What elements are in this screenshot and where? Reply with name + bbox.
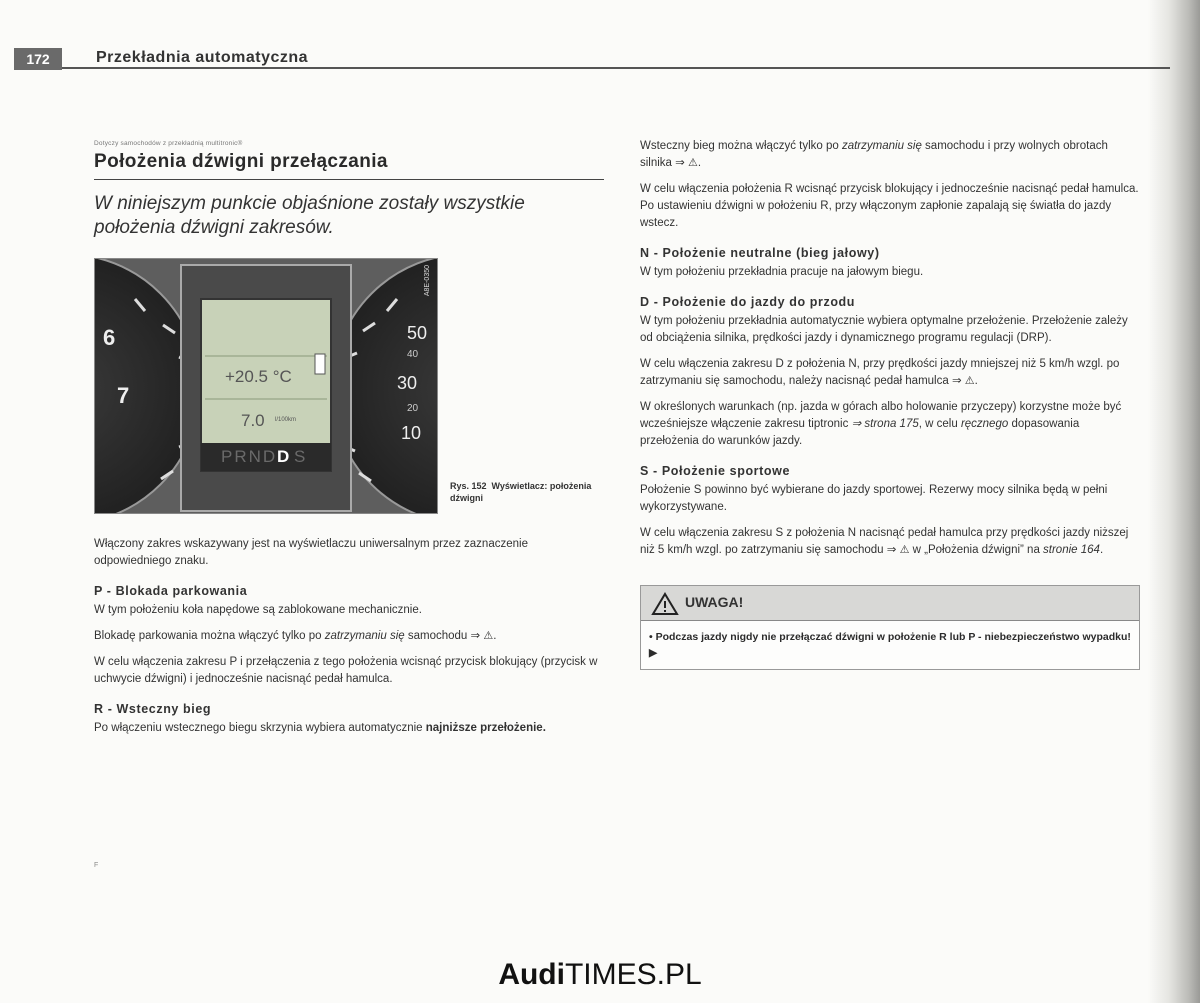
p-heading: P - Blokada parkowania xyxy=(94,584,248,598)
p-text-2: Blokadę parkowania można włączyć tylko po zatrzymaniu się samochodu ⇒ ⚠. xyxy=(94,630,497,642)
display-gears xyxy=(221,447,277,467)
d-text-3-a: W określonych warunkach (np. jazda w górach albo holowanie przyczepy) korzystne może być wcześniejsze włączenie zakresu tiptronic xyxy=(640,401,1122,430)
n-heading: N - Położenie neutralne (bieg jałowy) xyxy=(640,246,880,260)
warning-triangle-icon[interactable]: ⚠ xyxy=(899,544,910,556)
figure-code: A8E-0350 xyxy=(424,265,431,297)
applicability-note: Dotyczy samochodów z przekładnią multitronic® xyxy=(94,140,243,147)
r-text-2: W celu włączenia położenia R wcisnąć przycisk blokujący i jednocześnie nacisnąć pedał hamulca. Po ustawieniu dźwigni w położeniu R, przy włączonym zapłonie zapalają się światła do jazdy wstecz. xyxy=(640,183,1139,229)
warning-triangle-icon[interactable]: ⚠ xyxy=(483,630,494,642)
r-heading: R - Wsteczny bieg xyxy=(94,702,212,716)
d-heading: D - Położenie do jazdy do przodu xyxy=(640,295,856,309)
speedo-label-20: 20 xyxy=(407,403,419,414)
chapter-title: Przekładnia automatyczna xyxy=(96,49,309,66)
d-text-3-e: dopasowania przełożenia do warunków jazdy. xyxy=(640,418,1080,447)
tacho-label-6: 6 xyxy=(103,325,116,350)
display-consumption: 7.0 xyxy=(241,411,265,430)
page-edge-shadow xyxy=(1148,0,1200,1003)
right-column xyxy=(640,138,1140,670)
warning-text: • Podczas jazdy nigdy nie przełączać dźwigni w położenie R lub P - niebezpieczeństwo wypadku! ▶ xyxy=(641,621,1139,669)
d-text-2-main: W celu włączenia zakresu D z położenia N, przy prędkości jazdy mniejszej niż 5 km/h wzgl. po zatrzymaniu się samochodu, należy nacisnąć pedał hamulca ⇒ xyxy=(640,358,1120,387)
r-text xyxy=(94,720,604,737)
warning-triangle-icon[interactable]: ⚠ xyxy=(687,157,698,169)
caption-text: Wyświetlacz: położenia dźwigni xyxy=(450,481,592,503)
warning-title: UWAGA! xyxy=(685,594,744,610)
r-cont-b: zatrzymaniu się xyxy=(841,140,922,152)
speedo-label-10: 10 xyxy=(401,423,422,443)
s-text-2 xyxy=(640,525,1140,559)
p-text-3: W celu włączenia zakresu P i przełączenia z tego położenia wcisnąć przycisk blokujący (przycisk w uchwycie dźwigni) i jednocześnie nacisnąć pedał hamulca. xyxy=(94,656,598,685)
display-suffix: S xyxy=(294,447,306,466)
s-text-2-a: W celu włączenia zakresu S z położenia N nacisnąć pedał hamulca przy prędkości jazdy niższej niż 5 km/h wzgl. po zatrzymaniu się samochodu ⇒ xyxy=(640,527,1129,556)
p-text-2-c: samochodu ⇒ xyxy=(404,630,484,642)
speedo-label-40: 40 xyxy=(407,349,419,360)
selected-gear: D xyxy=(277,447,290,466)
speedo-label-50: 50 xyxy=(407,323,428,343)
s-text-2-link[interactable]: stronie 164 xyxy=(1043,544,1100,556)
page-number: 172 xyxy=(14,48,62,70)
p-text-1: W tym położeniu koła napędowe są zablokowane mechanicznie. xyxy=(94,604,422,616)
display-temperature: +20.5 °C xyxy=(225,367,292,386)
n-text: W tym położeniu przekładnia pracuje na jałowym biegu. xyxy=(640,266,924,278)
warning-triangle-icon[interactable]: ⚠ xyxy=(964,375,975,387)
s-text-2-d: . xyxy=(1099,544,1104,556)
caption-number: Rys. 152 xyxy=(450,481,487,491)
r-cont-c: samochodu i przy wolnych obrotach silnika ⇒ xyxy=(640,140,1108,169)
speedo-label-30: 30 xyxy=(397,373,418,393)
figure xyxy=(94,258,604,514)
d-text-3-link[interactable]: ⇒ strona 175 xyxy=(851,418,919,430)
site-brand xyxy=(0,958,1200,992)
footer-mark: F xyxy=(94,862,99,869)
gear-list: PRND xyxy=(221,447,278,466)
figure-caption xyxy=(450,480,600,504)
warning-box xyxy=(640,585,1140,670)
warning-triangle-icon xyxy=(651,592,679,616)
r-text-b: najniższe przełożenie. xyxy=(425,722,546,734)
s-heading: S - Położenie sportowe xyxy=(640,464,791,478)
d-text-3-c: , w celu xyxy=(918,418,961,430)
s-text-1: Położenie S powinno być wybierane do jazdy sportowej. Rezerwy mocy silnika będą w pełni wykorzystywane. xyxy=(640,484,1108,513)
r-cont-a: Wsteczny bieg można włączyć tylko po xyxy=(640,140,842,152)
d-text-3 xyxy=(640,399,1140,450)
tacho-label-7: 7 xyxy=(117,383,130,408)
p-text-2-a: Blokadę parkowania można włączyć tylko po xyxy=(94,630,325,642)
left-column xyxy=(94,130,604,746)
left-body xyxy=(94,536,604,737)
warning-box-header xyxy=(641,586,1139,621)
p-text-2-b: zatrzymaniu się xyxy=(324,630,405,642)
d-text-3-d: ręcznego xyxy=(960,418,1009,430)
brand-bold: Audi xyxy=(498,958,565,991)
r-continued: Wsteczny bieg można włączyć tylko po zatrzymaniu się samochodu i przy wolnych obrotach silnika ⇒ ⚠. xyxy=(640,140,1108,169)
display-consumption-unit: l/100km xyxy=(275,417,297,423)
d-text-2: W celu włączenia zakresu D z położenia N, przy prędkości jazdy mniejszej niż 5 km/h wzgl. po zatrzymaniu się samochodu, należy nacisnąć pedał hamulca ⇒ ⚠. xyxy=(640,358,1120,387)
range-display-text: Włączony zakres wskazywany jest na wyświetlaczu uniwersalnym przez zaznaczenie odpowiedniego znaku. xyxy=(94,538,528,567)
intro-text: W niniejszym punkcie objaśnione zostały wszystkie położenia dźwigni zakresów. xyxy=(94,193,525,238)
r-text-a: Po włączeniu wstecznego biegu skrzynia wybiera automatycznie xyxy=(94,722,426,734)
s-text-2-b: w „Położenia dźwigni” na xyxy=(909,544,1044,556)
brand-rest: TIMES.PL xyxy=(564,958,702,991)
d-text-1: W tym położeniu przekładnia automatycznie wybiera optymalne przełożenie. Przełożenie zależy od obciążenia silnika, prędkości jazdy i dynamicznego programu regulacji (DRP). xyxy=(640,315,1128,344)
instrument-cluster-image xyxy=(94,258,438,514)
section-heading: Położenia dźwigni przełączania xyxy=(94,151,604,180)
